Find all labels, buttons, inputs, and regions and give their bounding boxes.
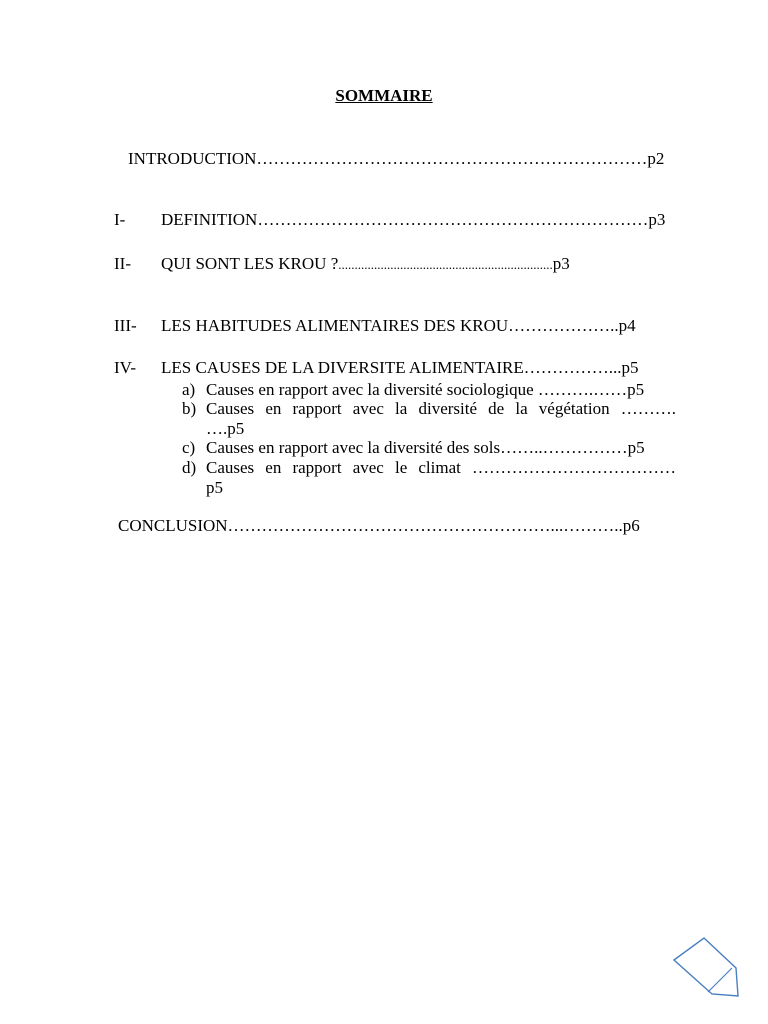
toc-section-2-text: QUI SONT LES KROU ?	[161, 254, 339, 273]
toc-sub-b-line-2: ….p5	[206, 419, 245, 438]
toc-sub-c-letter: c)	[182, 438, 196, 457]
pencil-outline-icon	[670, 934, 742, 1000]
toc-section-3-text: LES HABITUDES ALIMENTAIRES DES KROU………………..p4	[161, 316, 636, 335]
toc-section-2-number: II-	[114, 254, 131, 273]
toc-sub-c-text: Causes en rapport avec la diversité des sols……..……………p5	[206, 438, 645, 457]
toc-sub-a-letter: a)	[182, 380, 196, 399]
toc-introduction: INTRODUCTION……………………………………………………………p2	[128, 149, 665, 168]
toc-sub-b-letter: b)	[182, 399, 197, 418]
toc-section-3-number: III-	[114, 316, 137, 335]
toc-sub-b-line-1: Causes en rapport avec la diversité de la végétation ……….	[206, 399, 676, 418]
toc-section-4-number: IV-	[114, 358, 137, 377]
toc-sub-d-letter: d)	[182, 458, 197, 477]
toc-section-2-dots: ..................................................................	[338, 257, 553, 272]
toc-sub-a-text: Causes en rapport avec la diversité sociologique ……….……p5	[206, 380, 645, 399]
toc-conclusion: CONCLUSION…………………………………………………...………..p6	[118, 516, 640, 535]
toc-sub-d-line-1: Causes en rapport avec le climat ………………………………	[206, 458, 676, 477]
toc-sub-d-line-2: p5	[206, 478, 223, 497]
toc-section-1-number: I-	[114, 210, 126, 229]
toc-section-2	[161, 254, 570, 275]
toc-section-1-text: DEFINITION……………………………………………………………p3	[161, 210, 666, 229]
toc-section-2-page: p3	[552, 254, 570, 273]
page-title: SOMMAIRE	[335, 86, 433, 105]
toc-section-4-text: LES CAUSES DE LA DIVERSITE ALIMENTAIRE……………...p5	[161, 358, 639, 377]
